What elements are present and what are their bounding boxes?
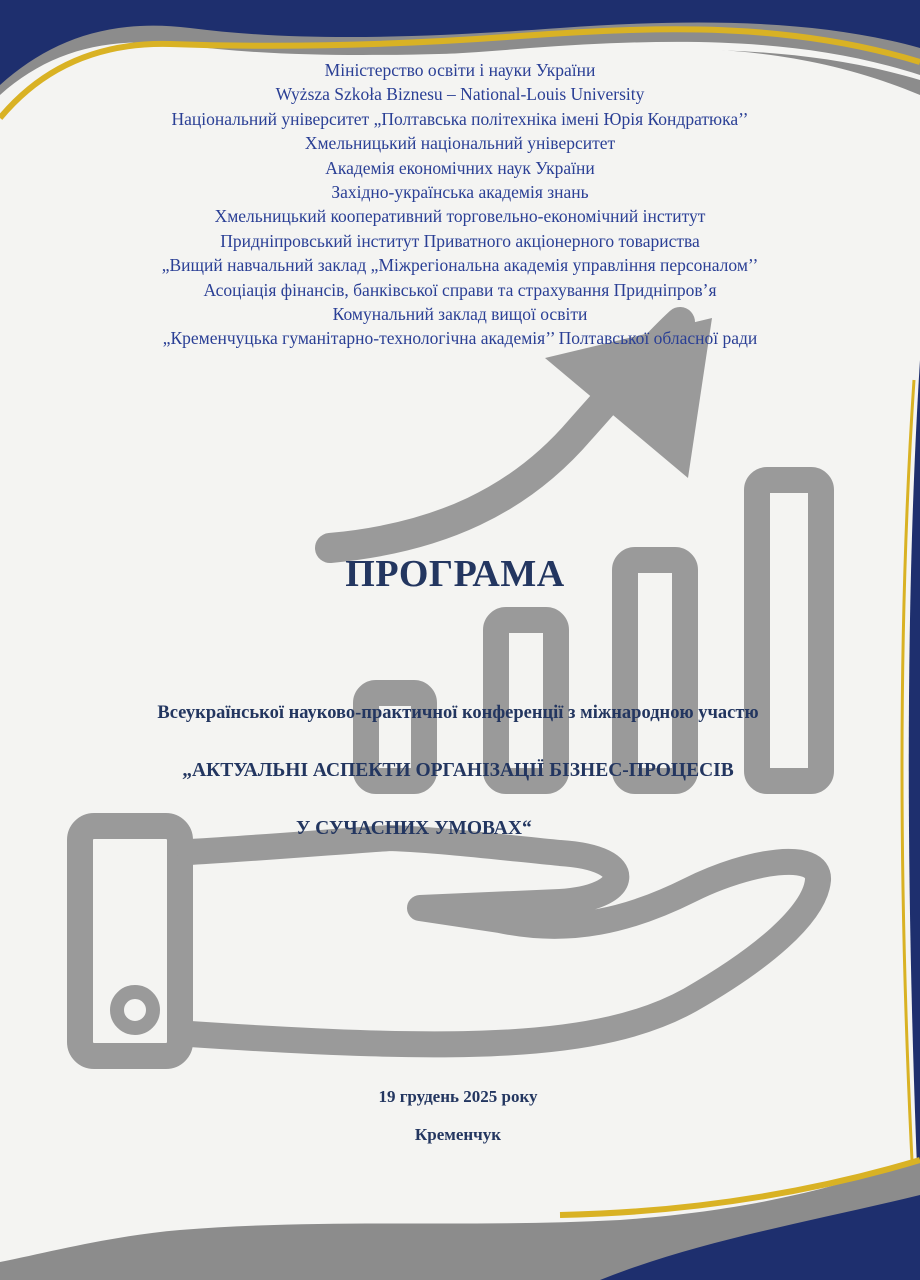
organizer-line: Західно-українська академія знань xyxy=(331,181,589,202)
conference-name-line1: „АКТУАЛЬНІ АСПЕКТИ ОРГАНІЗАЦІЇ БІЗНЕС-ПРОЦЕСІВ xyxy=(182,760,734,781)
organizer-line: „Вищий навчальний заклад „Міжрегіональна академія управління персоналом’’ xyxy=(161,255,759,276)
organizer-line: Придніпровський інститут Приватного акціонерного товариства xyxy=(220,230,700,251)
organizer-line: Академія економічних наук України xyxy=(325,157,595,178)
organizer-line: Національний університет „Полтавська політехніка імені Юрія Кондратюка’’ xyxy=(171,108,749,129)
organizer-line: „Кременчуцька гуманітарно-технологічна академія’’ Полтавської обласної ради xyxy=(162,328,758,349)
conference-name-line2: У СУЧАСНИХ УМОВАХ“ xyxy=(296,818,532,839)
organizers-list xyxy=(0,58,920,351)
organizer-line: Хмельницький національний університет xyxy=(304,133,616,154)
conference-subtitle: Всеукраїнської науково-практичної конференції з міжнародною участю xyxy=(157,703,759,723)
organizer-line: Міністерство освіти і науки України xyxy=(324,60,596,80)
hand-icon xyxy=(80,826,818,1056)
growth-arrow-icon xyxy=(330,318,712,548)
organizer-line: Асоціація фінансів, банківської справи та страхування Придніпров’я xyxy=(203,279,717,300)
organizer-line: Хмельницький кооперативний торговельно-економічний інститут xyxy=(214,206,706,227)
conference-city: Кременчук xyxy=(414,1125,502,1144)
organizer-line: Wyższa Szkoła Biznesu – National-Louis University xyxy=(275,84,645,105)
organizer-line: Комунальний заклад вищої освіти xyxy=(332,303,588,324)
coin-icon xyxy=(117,992,153,1028)
conference-date: 19 грудень 2025 року xyxy=(378,1087,538,1106)
program-title: ПРОГРАМА xyxy=(345,553,565,595)
